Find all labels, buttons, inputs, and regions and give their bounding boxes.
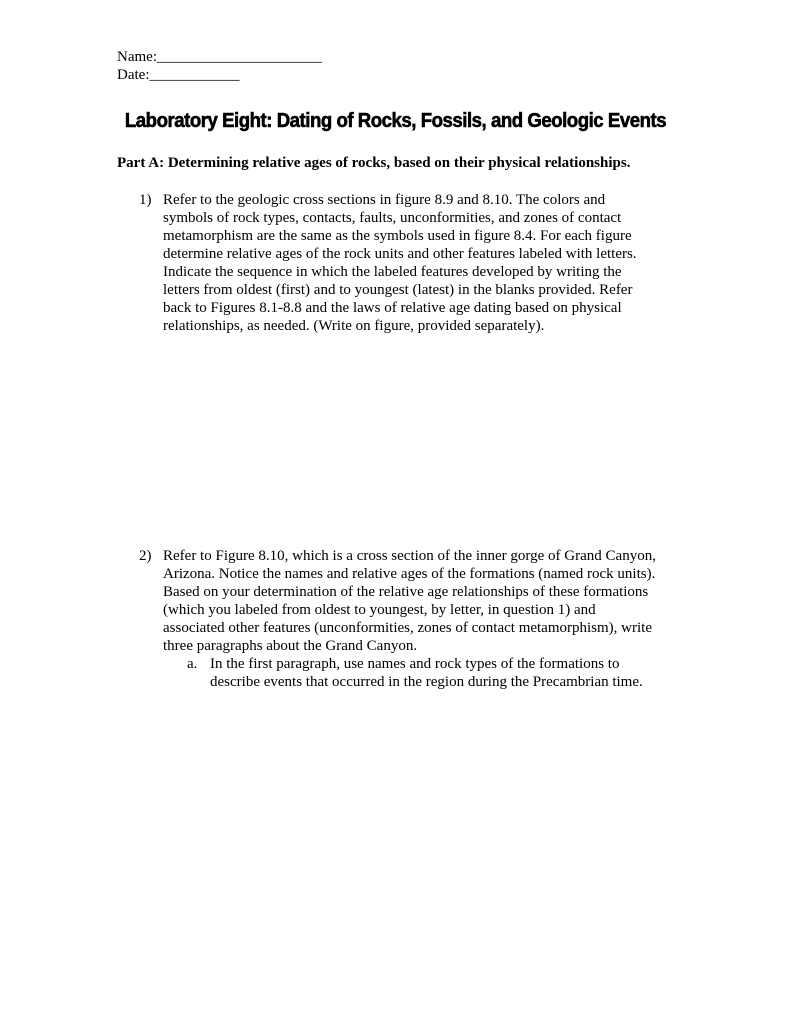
question-2-line: Based on your determination of the relative age relationships of these formations bbox=[163, 584, 649, 600]
page-title: Laboratory Eight: Dating of Rocks, Fossils, and Geologic Events bbox=[124, 110, 667, 132]
question-2-number: 2) bbox=[139, 548, 152, 564]
question-1-line: letters from oldest (first) and to youngest (latest) in the blanks provided. Refer bbox=[163, 282, 633, 298]
subitem-a-line: describe events that occurred in the region during the Precambrian time. bbox=[210, 674, 643, 690]
question-2-line: Refer to Figure 8.10, which is a cross section of the inner gorge of Grand Canyon, bbox=[163, 548, 656, 564]
question-2-line: three paragraphs about the Grand Canyon. bbox=[163, 638, 418, 654]
name-field-label: Name:______________________ bbox=[117, 49, 322, 65]
date-field-label: Date:____________ bbox=[117, 67, 240, 83]
question-2-line: (which you labeled from oldest to youngest, by letter, in question 1) and bbox=[163, 602, 596, 618]
part-a-heading: Part A: Determining relative ages of rocks, based on their physical relationships. bbox=[117, 155, 631, 171]
subitem-a-label: a. bbox=[187, 656, 198, 672]
question-1-line: metamorphism are the same as the symbols used in figure 8.4. For each figure bbox=[163, 228, 632, 244]
question-1-line: Indicate the sequence in which the labeled features developed by writing the bbox=[163, 264, 622, 280]
question-2-line: associated other features (unconformities, zones of contact metamorphism), write bbox=[163, 620, 652, 636]
question-1-line: symbols of rock types, contacts, faults, unconformities, and zones of contact bbox=[163, 210, 622, 226]
question-2-line: Arizona. Notice the names and relative ages of the formations (named rock units). bbox=[163, 566, 656, 582]
question-1-line: determine relative ages of the rock units and other features labeled with letters. bbox=[163, 246, 637, 262]
question-1-line: Refer to the geologic cross sections in figure 8.9 and 8.10. The colors and bbox=[163, 192, 606, 208]
question-1-line: back to Figures 8.1-8.8 and the laws of relative age dating based on physical bbox=[163, 300, 622, 316]
question-1-line: relationships, as needed. (Write on figure, provided separately). bbox=[163, 318, 545, 334]
question-1-number: 1) bbox=[139, 192, 152, 208]
subitem-a-line: In the first paragraph, use names and rock types of the formations to bbox=[210, 656, 620, 672]
